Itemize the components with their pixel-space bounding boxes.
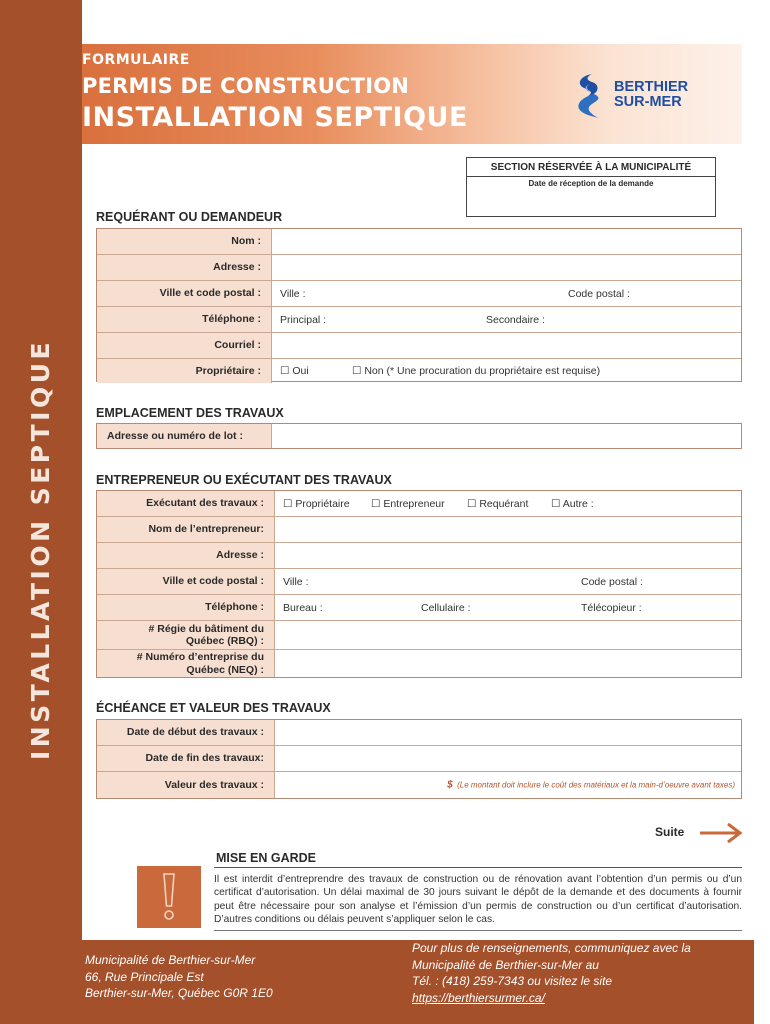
- logo-text: [614, 80, 688, 110]
- label-nom-entrepreneur: Nom de l’entrepreneur:: [97, 517, 275, 542]
- label-executant: Exécutant des travaux :: [97, 491, 275, 516]
- code-postal-entrepreneur-sublabel: Code postal :: [581, 575, 643, 588]
- row-adresse: [97, 255, 741, 281]
- cellulaire-sublabel: Cellulaire :: [421, 601, 471, 614]
- row-date-debut: [97, 720, 741, 746]
- field-telephone[interactable]: [272, 307, 741, 332]
- secondaire-sublabel: Secondaire :: [486, 313, 545, 326]
- label-proprietaire: Propriétaire :: [97, 359, 272, 383]
- telecopieur-sublabel: Télécopieur :: [581, 601, 642, 614]
- row-executant: [97, 491, 741, 517]
- emplacement-form: [96, 423, 742, 449]
- warning-title: MISE EN GARDE: [216, 851, 317, 865]
- ville-entrepreneur-sublabel: Ville :: [283, 575, 309, 588]
- footer-address-line2: 66, Rue Principale Est: [85, 969, 204, 984]
- field-date-fin[interactable]: [275, 746, 741, 771]
- row-telephone: [97, 307, 741, 333]
- footer-contact-line1: Pour plus de renseignements, communiquez avec la: [412, 941, 691, 955]
- footer-contact-line3: Tél. : (418) 259-7343 ou visitez le site: [412, 974, 613, 988]
- row-courriel: [97, 333, 741, 359]
- checkbox-autre[interactable]: ☐ Autre :: [551, 497, 594, 510]
- field-executant: [275, 491, 741, 516]
- field-courriel[interactable]: [272, 333, 741, 358]
- label-adresse-lot: Adresse ou numéro de lot :: [97, 424, 272, 448]
- left-sidebar-band: [0, 0, 82, 1024]
- row-telephone-entrepreneur: [97, 595, 741, 621]
- label-telephone: Téléphone :: [97, 307, 272, 332]
- label-date-fin: Date de fin des travaux:: [97, 746, 275, 771]
- footer-address-line1: Municipalité de Berthier-sur-Mer: [85, 953, 256, 967]
- footer-website-link[interactable]: https://berthiersurmer.ca/: [412, 990, 545, 1005]
- entrepreneur-form: [96, 490, 742, 678]
- exclamation-glyph: [137, 866, 201, 928]
- code-postal-sublabel: Code postal :: [568, 287, 630, 300]
- header-banner: [82, 44, 742, 144]
- ville-sublabel: Ville :: [280, 287, 306, 300]
- checkbox-proprietaire[interactable]: ☐ Propriétaire: [283, 497, 350, 510]
- sidebar-vertical-title: INSTALLATION SEPTIQUE: [26, 338, 55, 760]
- dollar-sign: $: [447, 779, 453, 791]
- principal-sublabel: Principal :: [280, 313, 327, 326]
- warning-exclamation-icon: [137, 866, 201, 928]
- field-telephone-entrepreneur[interactable]: [275, 595, 741, 620]
- warning-divider-top: [214, 867, 742, 868]
- label-courriel: Courriel :: [97, 333, 272, 358]
- row-valeur: [97, 772, 741, 798]
- section-title-entrepreneur: ENTREPRENEUR OU EXÉCUTANT DES TRAVAUX: [96, 473, 392, 487]
- label-adresse-entrepreneur: Adresse :: [97, 543, 275, 568]
- municipality-reserved-box: [466, 157, 716, 217]
- row-proprietaire: [97, 359, 741, 383]
- footer-address: [85, 952, 273, 1002]
- label-neq-line2: Québec (NEQ) :: [186, 663, 264, 676]
- checkbox-oui[interactable]: ☐ Oui: [280, 365, 309, 377]
- section-title-emplacement: EMPLACEMENT DES TRAVAUX: [96, 406, 284, 420]
- logo-line2: SUR-MER: [614, 94, 682, 110]
- row-date-fin: [97, 746, 741, 772]
- row-ville: [97, 281, 741, 307]
- right-arrow-icon[interactable]: [700, 822, 744, 844]
- reception-date-label: Date de réception de la demande: [528, 179, 654, 188]
- municipality-box-title: SECTION RÉSERVÉE À LA MUNICIPALITÉ: [467, 158, 715, 177]
- field-valeur[interactable]: [275, 772, 741, 798]
- bureau-sublabel: Bureau :: [283, 601, 323, 614]
- checkbox-non[interactable]: ☐ Non (* Une procuration du propriétaire est requise): [352, 365, 601, 377]
- footer-band: [82, 940, 754, 1024]
- label-ville-entrepreneur: Ville et code postal :: [97, 569, 275, 594]
- label-ville-code-postal: Ville et code postal :: [97, 281, 272, 306]
- checkbox-requerant[interactable]: ☐ Requérant: [467, 497, 529, 510]
- row-adresse-lot: [97, 424, 741, 448]
- requerant-form: [96, 228, 742, 382]
- row-ville-entrepreneur: [97, 569, 741, 595]
- header-permis: PERMIS DE CONSTRUCTION: [82, 74, 410, 98]
- field-adresse-entrepreneur[interactable]: [275, 543, 741, 568]
- footer-contact: [412, 940, 691, 1006]
- footer-contact-line2: Municipalité de Berthier-sur-Mer au: [412, 957, 599, 972]
- field-ville-entrepreneur[interactable]: [275, 569, 741, 594]
- field-adresse-lot[interactable]: [272, 424, 741, 448]
- section-title-requerant: REQUÉRANT OU DEMANDEUR: [96, 210, 283, 224]
- field-date-debut[interactable]: [275, 720, 741, 745]
- label-adresse: Adresse :: [97, 255, 272, 280]
- field-nom[interactable]: [272, 229, 741, 254]
- valeur-note-text: (Le montant doit inclure le coût des matériaux et la main-d’oeuvre avant taxes): [457, 780, 735, 790]
- field-rbq[interactable]: [275, 621, 741, 649]
- row-nom: [97, 229, 741, 255]
- logo-line1: BERTHIER: [614, 79, 689, 95]
- footer-address-line3: Berthier-sur-Mer, Québec G0R 1E0: [85, 986, 273, 1000]
- echeance-form: [96, 719, 742, 799]
- section-title-echeance: ÉCHÉANCE ET VALEUR DES TRAVAUX: [96, 701, 331, 715]
- row-nom-entrepreneur: [97, 517, 741, 543]
- label-neq: [97, 650, 275, 677]
- label-rbq: [97, 621, 275, 649]
- field-ville-code-postal[interactable]: [272, 281, 741, 306]
- label-valeur: Valeur des travaux :: [97, 772, 275, 798]
- checkbox-entrepreneur[interactable]: ☐ Entrepreneur: [371, 497, 445, 510]
- label-telephone-entrepreneur: Téléphone :: [97, 595, 275, 620]
- field-nom-entrepreneur[interactable]: [275, 517, 741, 542]
- row-rbq: [97, 621, 741, 650]
- warning-divider-bottom: [214, 930, 742, 931]
- field-neq[interactable]: [275, 650, 741, 677]
- row-neq: [97, 650, 741, 677]
- label-neq-line1: # Numéro d’entreprise du: [136, 651, 264, 663]
- label-rbq-line1: # Régie du bâtiment du: [148, 622, 264, 635]
- page-title: INSTALLATION SEPTIQUE: [82, 102, 468, 133]
- header-formulaire: FORMULAIRE: [82, 52, 190, 68]
- berthier-logo: [570, 72, 710, 122]
- label-nom: Nom :: [97, 229, 272, 254]
- label-rbq-line2: Québec (RBQ) :: [185, 635, 264, 647]
- logo-swirl-icon: [570, 72, 608, 120]
- field-proprietaire: [272, 359, 741, 383]
- field-adresse[interactable]: [272, 255, 741, 280]
- row-adresse-entrepreneur: [97, 543, 741, 569]
- label-date-debut: Date de début des travaux :: [97, 720, 275, 745]
- suite-link[interactable]: Suite: [655, 825, 685, 839]
- valeur-note: [447, 780, 735, 791]
- warning-text: Il est interdit d’entreprendre des travaux de construction ou de rénovation avant l’obtention d’un permis ou d’un certificat d’autorisation. Un délai maximal de 30 jours suivant le dépôt de la demande et des documents à fournir peut être nécessaire pour son analyse et l’émission d’un permis de construction ou d’un certificat d’autorisation. D’autres conditions ou délais peuvent s’appliquer selon le cas.: [214, 874, 742, 926]
